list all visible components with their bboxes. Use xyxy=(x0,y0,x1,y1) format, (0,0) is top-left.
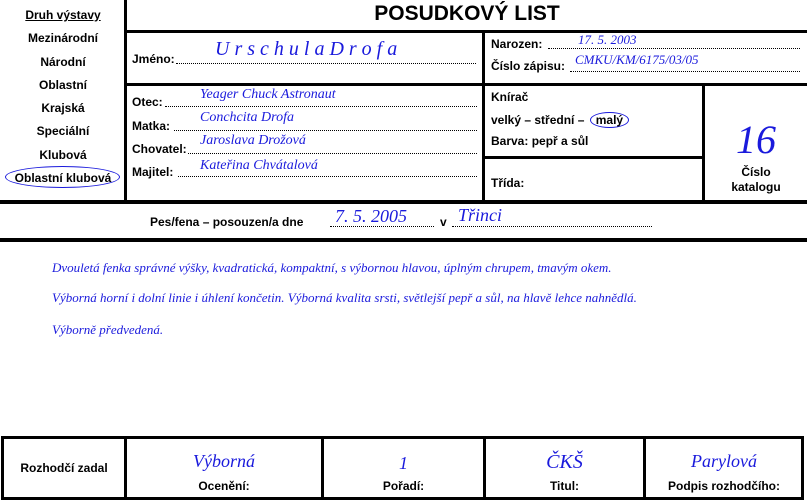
title-value: ČKŠ xyxy=(546,451,583,473)
show-type-regional-club: Oblastní klubová xyxy=(14,171,112,185)
class-label: Třída: xyxy=(491,176,525,190)
show-type-regional: Oblastní xyxy=(38,78,87,92)
size-prefix: velký – střední – xyxy=(491,113,585,127)
catalog-label-1: Číslo xyxy=(741,165,771,179)
birth-label: Narozen: xyxy=(491,37,543,51)
owner-value: Kateřina Chvátalová xyxy=(200,158,318,173)
birth-value: 17. 5. 2003 xyxy=(578,32,637,47)
place-label: Pořadí: xyxy=(382,479,425,493)
selection-circle xyxy=(5,166,120,188)
breed-color: Barva: pepř a sůl xyxy=(491,134,589,148)
name-label: Jméno: xyxy=(132,52,175,66)
evaluation-line-3: Výborně předvedená. xyxy=(52,322,164,337)
signature-label: Podpis rozhodčího: xyxy=(668,479,780,493)
judged-date: 7. 5. 2005 xyxy=(335,206,407,226)
evaluation-line-1: Dvouletá fenka správné výšky, kvadratická, kompaktní, s výbornou hlavou, úplným chrupem, tmavým okem. xyxy=(52,260,612,275)
show-type-heading: Druh výstavy xyxy=(25,8,101,22)
show-type-club: Klubová xyxy=(39,148,87,162)
father-label: Otec: xyxy=(132,95,163,109)
judged-place: Třinci xyxy=(458,205,503,225)
show-type-international: Mezinárodní xyxy=(27,31,98,45)
reg-value: CMKU/KM/6175/03/05 xyxy=(575,52,699,67)
mother-label: Matka: xyxy=(132,119,171,133)
name-value: U r s c h u l a D r o f a xyxy=(215,38,398,60)
show-type-county: Krajská xyxy=(41,101,85,115)
award-label: Ocenění: xyxy=(198,479,250,493)
catalog-number: 16 xyxy=(736,117,776,162)
mother-value: Conchcita Drofa xyxy=(200,110,294,125)
place-value: 1 xyxy=(399,453,408,473)
size-selected: malý xyxy=(590,112,629,128)
judged-label: Pes/fena – posouzen/a dne xyxy=(150,215,304,229)
breed-title: Knírač xyxy=(491,90,529,104)
show-type-special: Speciální xyxy=(36,124,90,138)
catalog-label-2: katalogu xyxy=(731,180,781,194)
evaluation-line-2: Výborná horní i dolní linie i úhlení končetin. Výborná kvalita srsti, světlejší pepř a sůl, na hlavě lehce nahnědlá. xyxy=(52,290,637,305)
judged-in-label: v xyxy=(440,215,447,229)
owner-label: Majitel: xyxy=(132,165,174,179)
title-label: Titul: xyxy=(549,479,580,493)
award-value: Výborná xyxy=(193,451,255,471)
breed-size-options xyxy=(491,112,629,128)
breeder-value: Jaroslava Drožová xyxy=(200,133,306,148)
show-type-national: Národní xyxy=(40,55,86,69)
judge-label: Rozhodčí zadal xyxy=(20,461,108,475)
father-value: Yeager Chuck Astronaut xyxy=(200,87,336,102)
page-title: POSUDKOVÝ LIST xyxy=(374,2,560,25)
signature-value: Parylová xyxy=(691,451,757,471)
breeder-label: Chovatel: xyxy=(132,142,187,156)
reg-label: Číslo zápisu: xyxy=(491,59,566,73)
